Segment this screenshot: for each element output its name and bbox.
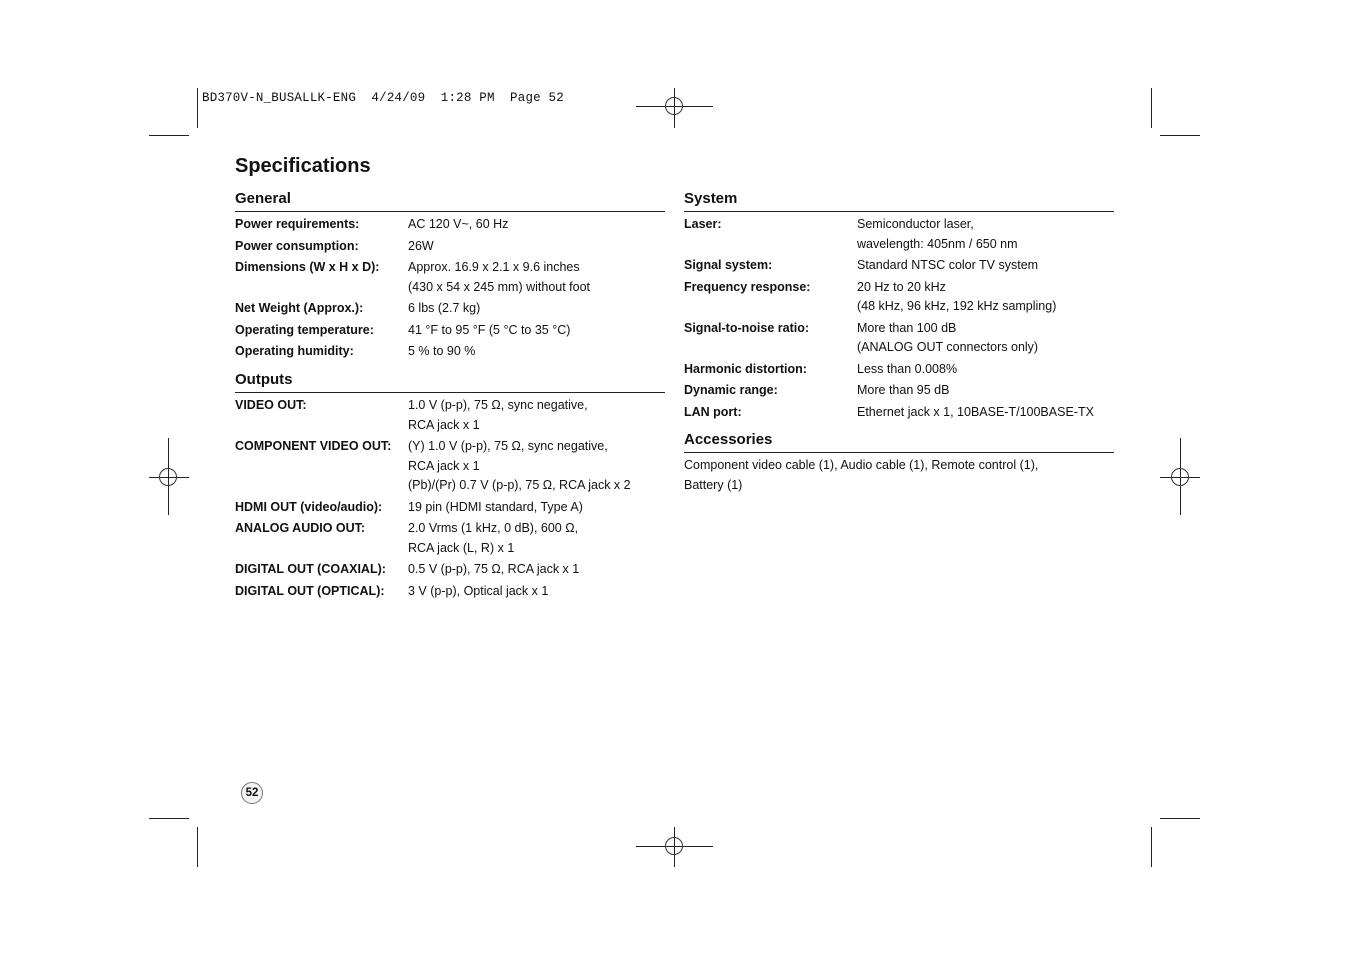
spec-row [235, 396, 665, 435]
spec-value [857, 256, 1114, 276]
spec-value-line: Less than 0.008% [857, 361, 958, 376]
spec-label: Signal-to-noise ratio: [684, 320, 809, 335]
spec-row [235, 498, 665, 518]
spec-row [235, 582, 665, 602]
spec-value [408, 299, 665, 319]
crop-mark [149, 818, 189, 819]
spec-value-line: RCA jack (L, R) x 1 [408, 540, 515, 555]
spec-value-line: RCA jack x 1 [408, 417, 480, 432]
spec-value-line: wavelength: 405nm / 650 nm [857, 236, 1018, 251]
spec-value [408, 321, 665, 341]
spec-value-line: 3 V (p-p), Optical jack x 1 [408, 583, 549, 598]
system-section [684, 190, 1114, 424]
crop-mark [197, 827, 198, 867]
spec-value [857, 278, 1114, 317]
accessories-line: Battery (1) [684, 477, 743, 492]
spec-value-line: AC 120 V~, 60 Hz [408, 217, 509, 231]
spec-row [684, 319, 1114, 358]
accessories-line: Component video cable (1), Audio cable (1), Remote control (1), [684, 458, 1039, 472]
spec-value-line: 2.0 Vrms (1 kHz, 0 dB), 600 Ω, [408, 521, 579, 535]
spec-row [235, 519, 665, 558]
spec-value [408, 342, 665, 362]
spec-label: Harmonic distortion: [684, 361, 807, 376]
crop-mark [1151, 88, 1152, 128]
spec-value [408, 215, 665, 235]
spec-value [408, 237, 665, 257]
print-slug: BD370V-N_BUSALLK-ENG 4/24/09 1:28 PM Page 52 [202, 91, 564, 105]
spec-row [684, 403, 1114, 423]
spec-label: DIGITAL OUT (COAXIAL): [235, 562, 386, 576]
spec-label: Power consumption: [235, 238, 359, 253]
spec-value-line: RCA jack x 1 [408, 458, 480, 473]
spec-value-line: Approx. 16.9 x 2.1 x 9.6 inches [408, 260, 580, 274]
spec-label: ANALOG AUDIO OUT: [235, 521, 366, 535]
section-heading: Accessories [684, 431, 1114, 453]
spec-label: Signal system: [684, 258, 773, 272]
spec-value [408, 519, 665, 558]
spec-value-line: 5 % to 90 % [408, 344, 476, 358]
spec-label: HDMI OUT (video/audio): [235, 499, 383, 514]
registration-circle [159, 468, 177, 486]
spec-label: LAN port: [684, 404, 742, 419]
spec-value [857, 319, 1114, 358]
spec-list [684, 215, 1114, 422]
spec-value [408, 396, 665, 435]
spec-value [408, 498, 665, 518]
spec-row [235, 299, 665, 319]
spec-value-line: 1.0 V (p-p), 75 Ω, sync negative, [408, 398, 588, 412]
spec-value-line: More than 95 dB [857, 383, 950, 397]
spec-label: VIDEO OUT: [235, 398, 307, 412]
spec-row [235, 437, 665, 496]
spec-row [235, 560, 665, 580]
spec-value-line: (ANALOG OUT connectors only) [857, 340, 1039, 354]
spec-row [235, 342, 665, 362]
section-heading: System [684, 190, 1114, 212]
spec-row [235, 237, 665, 257]
crop-mark [1160, 135, 1200, 136]
crop-mark [1160, 818, 1200, 819]
page-title: Specifications [235, 155, 371, 177]
spec-label: Operating temperature: [235, 322, 374, 337]
spec-label: Dimensions (W x H x D): [235, 260, 380, 274]
section-heading: Outputs [235, 371, 665, 393]
spec-value [408, 560, 665, 580]
spec-value [408, 258, 665, 297]
spec-label: Frequency response: [684, 279, 811, 294]
spec-value [857, 215, 1114, 254]
spec-list [235, 396, 665, 601]
spec-label: Operating humidity: [235, 344, 354, 358]
general-section [235, 190, 665, 364]
spec-label: Net Weight (Approx.): [235, 301, 364, 315]
spec-value-line: (430 x 54 x 245 mm) without foot [408, 279, 591, 294]
spec-row [235, 258, 665, 297]
spec-row [684, 215, 1114, 254]
spec-label: DIGITAL OUT (OPTICAL): [235, 583, 385, 598]
spec-value [857, 360, 1114, 380]
spec-value-line: (Y) 1.0 V (p-p), 75 Ω, sync negative, [408, 439, 608, 453]
spec-value-line: Standard NTSC color TV system [857, 258, 1039, 272]
spec-row [684, 256, 1114, 276]
spec-label: Laser: [684, 217, 722, 231]
spec-row [684, 381, 1114, 401]
spec-value-line: 19 pin (HDMI standard, Type A) [408, 499, 583, 514]
spec-value-line: More than 100 dB [857, 320, 957, 335]
spec-value-line: 6 lbs (2.7 kg) [408, 301, 481, 315]
spec-value [408, 437, 665, 496]
spec-value [408, 582, 665, 602]
spec-value [857, 381, 1114, 401]
outputs-section [235, 371, 665, 603]
spec-value [857, 403, 1114, 423]
spec-value-line: 26W [408, 238, 434, 253]
spec-value-line: (48 kHz, 96 kHz, 192 kHz sampling) [857, 299, 1057, 313]
spec-value-line: (Pb)/(Pr) 0.7 V (p-p), 75 Ω, RCA jack x 2 [408, 478, 631, 492]
spec-label: COMPONENT VIDEO OUT: [235, 439, 392, 453]
spec-label: Power requirements: [235, 217, 360, 231]
crop-mark [1151, 827, 1152, 867]
spec-value-line: 0.5 V (p-p), 75 Ω, RCA jack x 1 [408, 562, 580, 576]
spec-label: Dynamic range: [684, 383, 778, 397]
spec-row [235, 215, 665, 235]
spec-value-line: Ethernet jack x 1, 10BASE-T/100BASE-TX [857, 404, 1094, 419]
crop-mark [197, 88, 198, 128]
spec-value-line: 20 Hz to 20 kHz [857, 279, 946, 294]
accessories-section [684, 431, 1114, 495]
registration-circle [1171, 468, 1189, 486]
spec-value-line: 41 °F to 95 °F (5 °C to 35 °C) [408, 322, 571, 337]
spec-value-line: Semiconductor laser, [857, 217, 974, 231]
registration-circle [665, 837, 683, 855]
spec-row [235, 321, 665, 341]
spec-list [235, 215, 665, 362]
registration-circle [665, 97, 683, 115]
section-heading: General [235, 190, 665, 212]
spec-row [684, 360, 1114, 380]
page-number: 52 [241, 782, 263, 804]
crop-mark [149, 135, 189, 136]
spec-row [684, 278, 1114, 317]
